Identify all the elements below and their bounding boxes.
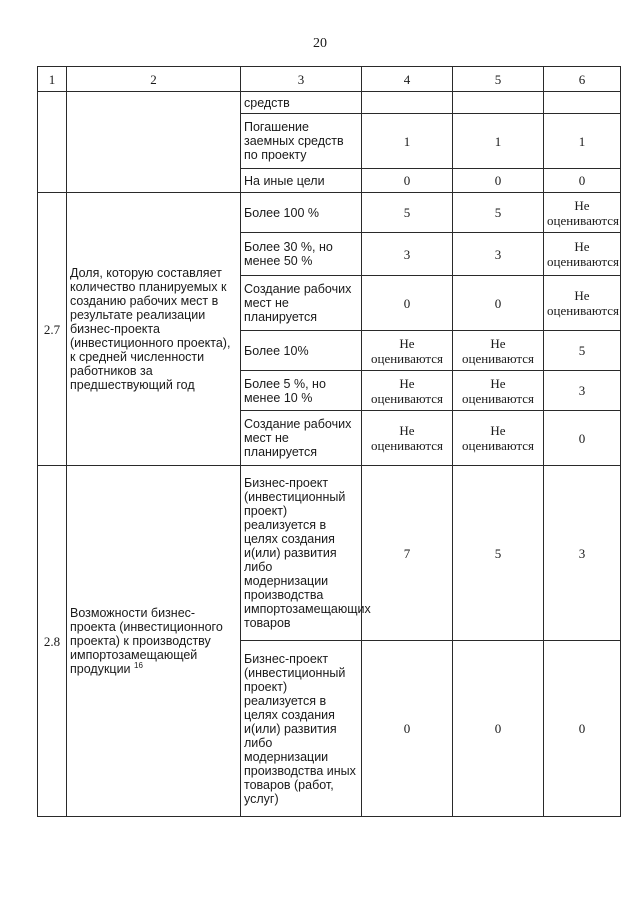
score-cell: Не оцениваются (362, 371, 453, 411)
condition-cell: Бизнес-проект (инвестиционный проект) реализуется в целях создания и(или) развития либо модернизации производства иных товаров (работ, услуг) (241, 641, 362, 817)
criterion-text: Возможности бизнес-проекта (инвестиционного проекта) к производству импортозамещающей продукции (70, 606, 223, 676)
score-cell: 0 (453, 169, 544, 193)
header-cell: 5 (453, 67, 544, 92)
score-cell: 3 (453, 233, 544, 276)
score-cell (362, 92, 453, 114)
page-number: 20 (313, 36, 327, 51)
score-cell: 3 (544, 466, 621, 641)
score-cell (544, 92, 621, 114)
score-cell: 0 (362, 169, 453, 193)
table-row (38, 466, 621, 641)
score-cell: Не оцениваются (453, 371, 544, 411)
score-cell: 3 (544, 371, 621, 411)
criterion-text: Доля, которую составляет количество планируемых к созданию рабочих мест в результате реализации бизнес-проекта (инвестиционного проекта), к средней численности работников за предшествующий год (67, 193, 241, 466)
score-cell (453, 92, 544, 114)
header-cell: 4 (362, 67, 453, 92)
score-cell: 0 (544, 169, 621, 193)
score-cell: Не оцениваются (362, 411, 453, 466)
condition-cell: Создание рабочих мест не планируется (241, 276, 362, 331)
criteria-table (37, 66, 621, 817)
footnote-marker: 16 (134, 660, 143, 670)
score-cell: Не оцениваются (544, 233, 621, 276)
criterion-cell (67, 466, 241, 817)
score-cell: Не оцениваются (362, 331, 453, 371)
score-cell: 1 (453, 114, 544, 169)
score-cell: 0 (453, 641, 544, 817)
condition-cell: Более 100 % (241, 193, 362, 233)
condition-cell: Погашение заемных средств по проекту (241, 114, 362, 169)
table-row (38, 92, 621, 114)
empty-criterion-cell (67, 92, 241, 193)
score-cell: Не оцениваются (453, 411, 544, 466)
score-cell: Не оцениваются (544, 193, 621, 233)
score-cell: 0 (544, 641, 621, 817)
section-number: 2.7 (38, 193, 67, 466)
section-number: 2.8 (38, 466, 67, 817)
condition-cell: Более 5 %, но менее 10 % (241, 371, 362, 411)
header-row (38, 67, 621, 92)
score-cell: 5 (453, 466, 544, 641)
header-cell: 6 (544, 67, 621, 92)
condition-cell: На иные цели (241, 169, 362, 193)
header-cell: 2 (67, 67, 241, 92)
score-cell: 1 (544, 114, 621, 169)
score-cell: 5 (453, 193, 544, 233)
score-cell: Не оцениваются (453, 331, 544, 371)
score-cell: 5 (362, 193, 453, 233)
empty-number-cell (38, 92, 67, 193)
header-cell: 3 (241, 67, 362, 92)
score-cell: 0 (544, 411, 621, 466)
score-cell: 0 (362, 641, 453, 817)
condition-cell: Более 10% (241, 331, 362, 371)
condition-cell: Более 30 %, но менее 50 % (241, 233, 362, 276)
score-cell: 5 (544, 331, 621, 371)
score-cell: Не оцениваются (544, 276, 621, 331)
score-cell: 3 (362, 233, 453, 276)
table-row (38, 193, 621, 233)
condition-cell: Бизнес-проект (инвестиционный проект) реализуется в целях создания и(или) развития либо модернизации производства импортозамещающих товаров (241, 466, 362, 641)
condition-cell: Создание рабочих мест не планируется (241, 411, 362, 466)
header-cell: 1 (38, 67, 67, 92)
score-cell: 1 (362, 114, 453, 169)
score-cell: 0 (453, 276, 544, 331)
condition-cell: средств (241, 92, 362, 114)
score-cell: 0 (362, 276, 453, 331)
score-cell: 7 (362, 466, 453, 641)
